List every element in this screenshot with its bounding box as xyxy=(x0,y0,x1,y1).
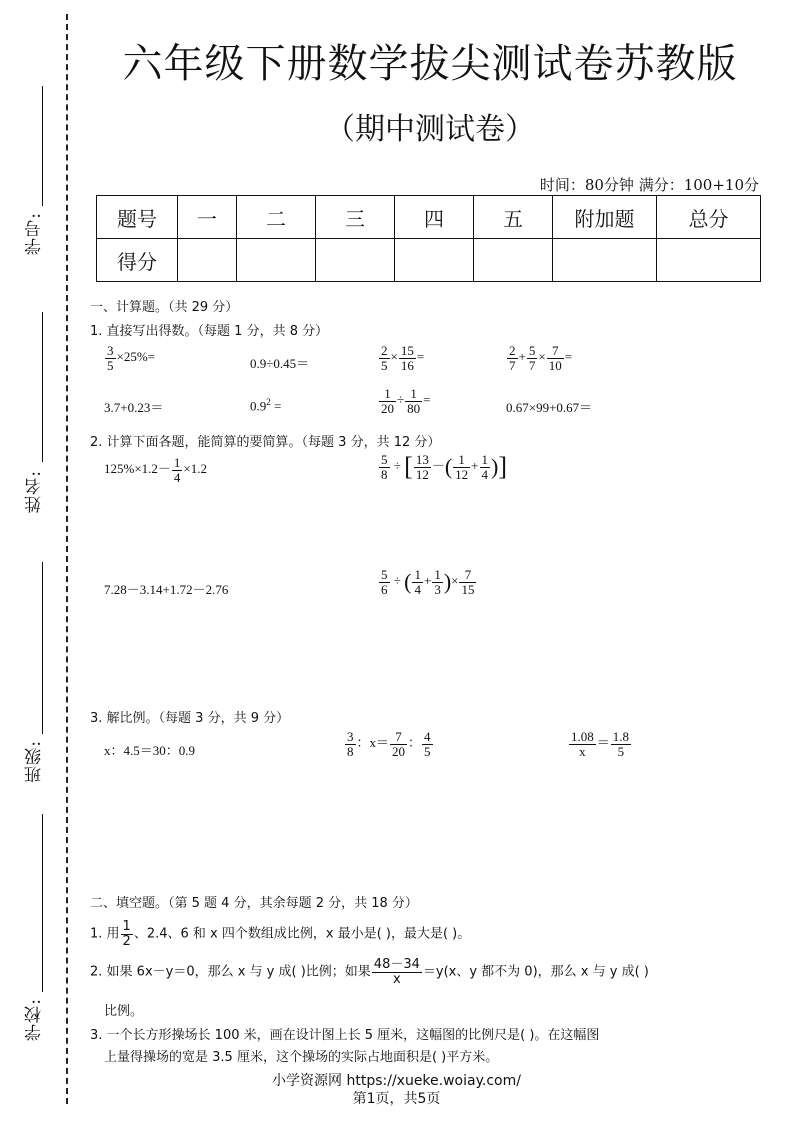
operator: ＝ xyxy=(596,735,610,751)
fill-q2 xyxy=(90,958,649,986)
section2-heading: 二、填空题。（第 5 题 4 分，其余每题 2 分，共 18 分） xyxy=(90,896,418,911)
question-text: 1. 用 xyxy=(90,926,120,942)
numerator: 7 xyxy=(459,568,476,583)
school-rule xyxy=(42,814,43,992)
operator: + xyxy=(471,457,479,473)
class-rule xyxy=(42,562,43,734)
q2-item-4 xyxy=(378,568,477,596)
fraction xyxy=(379,568,390,596)
page-title: 六年级下册数学拔尖测试卷苏教版 xyxy=(122,41,738,87)
score-table xyxy=(96,195,761,282)
denominator: 7 xyxy=(509,357,516,373)
operator: × xyxy=(451,573,459,589)
q1-item-3 xyxy=(378,344,424,372)
numerator: 1 xyxy=(405,387,422,402)
denominator: 20 xyxy=(381,400,394,416)
score-header-cell: 题号 xyxy=(97,196,178,239)
expr-text: 0.9 xyxy=(250,398,267,414)
fraction xyxy=(569,730,596,758)
expr-text: ×25%= xyxy=(116,349,155,365)
score-header-cell: 附加题 xyxy=(553,196,657,239)
name-rule xyxy=(42,312,43,462)
operator: ÷ xyxy=(397,392,405,408)
denominator: 12 xyxy=(455,466,469,482)
score-header-cell: 二 xyxy=(237,196,316,239)
score-header-cell: 总分 xyxy=(657,196,761,239)
operator: = xyxy=(270,398,282,414)
fraction xyxy=(172,456,183,484)
question-text: 2. 如果 6x－y＝0，那么 x 与 y 成( )比例；如果 xyxy=(90,964,371,980)
name-label: 姓名: xyxy=(25,470,45,513)
operator: × xyxy=(538,349,546,365)
fraction xyxy=(379,387,396,415)
denominator: 8 xyxy=(381,466,388,482)
fraction xyxy=(390,730,407,758)
numerator: 7 xyxy=(390,730,407,745)
q2-item-3: 7.28－3.14+1.72－2.76 xyxy=(104,582,229,597)
numerator: 1 xyxy=(122,919,131,934)
fraction xyxy=(422,730,433,758)
fraction xyxy=(414,453,431,481)
numerator: 15 xyxy=(400,343,414,358)
expr-text: ：x＝ xyxy=(356,735,390,751)
operator: × xyxy=(390,349,398,365)
numerator: 5 xyxy=(381,451,388,467)
score-table-score-row xyxy=(97,239,761,282)
q1-item-4 xyxy=(506,344,572,372)
numerator: 1 xyxy=(481,451,488,467)
fraction xyxy=(547,344,564,372)
operator: + xyxy=(518,349,526,365)
numerator: 1 xyxy=(173,455,181,470)
expr-text: ×1.2 xyxy=(183,461,208,477)
denominator: 5 xyxy=(424,743,431,759)
denominator: 10 xyxy=(548,357,562,373)
score-row-label: 得分 xyxy=(97,239,178,282)
numerator: 5 xyxy=(381,567,388,582)
operator: = xyxy=(423,392,431,408)
numerator: 1.08 xyxy=(571,729,594,744)
fraction xyxy=(105,344,116,372)
score-input-cell[interactable] xyxy=(178,239,237,282)
fraction xyxy=(412,568,423,596)
denominator: 15 xyxy=(461,581,475,597)
score-table-header-row xyxy=(97,196,761,239)
page-subtitle: （期中测试卷） xyxy=(325,112,535,147)
parenthesis: ( xyxy=(444,454,453,479)
q1-item-8: 0.67×99+0.67＝ xyxy=(506,400,593,415)
fill-q1 xyxy=(90,920,470,948)
denominator: 4 xyxy=(481,466,488,482)
q3-item-2 xyxy=(344,730,434,758)
score-header-cell: 一 xyxy=(178,196,237,239)
q3-item-3 xyxy=(568,730,632,758)
score-input-cell[interactable] xyxy=(316,239,395,282)
q1-item-2: 0.9÷0.45＝ xyxy=(250,356,310,371)
school-label: 学校: xyxy=(25,998,45,1041)
exponent: 2 xyxy=(266,397,271,407)
denominator: x xyxy=(579,743,586,759)
fraction xyxy=(480,453,491,481)
score-input-cell[interactable] xyxy=(237,239,316,282)
denominator: 20 xyxy=(392,743,406,759)
numerator: 13 xyxy=(415,451,429,467)
fraction xyxy=(507,344,518,372)
fill-q2-cont: 比例。 xyxy=(104,1004,144,1019)
numerator: 4 xyxy=(424,729,431,744)
numerator: 1 xyxy=(453,453,470,468)
score-input-cell[interactable] xyxy=(395,239,474,282)
denominator: 4 xyxy=(173,469,181,485)
fraction xyxy=(399,344,416,372)
denominator: x xyxy=(392,971,401,987)
operator: + xyxy=(423,573,432,589)
score-header-cell: 五 xyxy=(474,196,553,239)
q1-item-7 xyxy=(378,387,430,415)
section1-heading: 一、计算题。（共 29 分） xyxy=(90,300,239,315)
numerator: 1 xyxy=(434,567,441,582)
denominator: 8 xyxy=(347,743,354,759)
footer-site: 小学资源网 https://xueke.woiay.com/ xyxy=(272,1073,521,1089)
q2-label: 2. 计算下面各题，能简算的要简算。（每题 3 分，共 12 分） xyxy=(90,435,441,450)
fraction xyxy=(345,730,356,758)
fraction xyxy=(372,958,422,986)
binding-dashed-line xyxy=(66,14,68,1104)
denominator: 16 xyxy=(400,357,414,373)
numerator: 7 xyxy=(547,344,564,359)
operator: ： xyxy=(408,735,422,751)
q3-item-1: x：4.5＝30：0.9 xyxy=(104,743,196,758)
fraction xyxy=(459,568,476,596)
denominator: 5 xyxy=(107,357,114,373)
numerator: 2 xyxy=(509,343,516,358)
parenthesis: ) xyxy=(443,569,452,595)
numerator: 5 xyxy=(528,343,536,358)
q2-item-1 xyxy=(104,456,207,484)
fraction xyxy=(379,344,390,372)
q2-item-2 xyxy=(378,452,507,482)
score-input-cell[interactable] xyxy=(474,239,553,282)
bracket: ] xyxy=(498,452,507,481)
numerator: 1.8 xyxy=(612,729,630,744)
fraction xyxy=(379,453,390,481)
denominator: 6 xyxy=(381,581,388,597)
denominator: 7 xyxy=(528,357,536,373)
q3-label: 3. 解比例。（每题 3 分，共 9 分） xyxy=(90,711,290,726)
footer-page-number: 第1页，共5页 xyxy=(352,1091,441,1107)
bracket: [ xyxy=(404,452,413,481)
numerator: 2 xyxy=(381,343,388,358)
parenthesis: ( xyxy=(404,569,412,595)
denominator: 5 xyxy=(381,357,388,373)
fraction xyxy=(611,730,631,758)
operator: = xyxy=(564,349,573,365)
time-score-info: 时间：80分钟 满分：100+10分 xyxy=(539,176,759,194)
question-text: ＝y(x、y 都不为 0)，那么 x 与 y 成( ) xyxy=(422,964,649,980)
numerator: 3 xyxy=(347,729,354,744)
denominator: 4 xyxy=(414,581,421,597)
fraction xyxy=(527,344,538,372)
q1-label: 1. 直接写出得数。（每题 1 分，共 8 分） xyxy=(90,324,329,339)
fill-q3-line1: 3. 一个长方形操场长 100 米，画在设计图上长 5 厘米，这幅图的比例尺是( )。在这幅图 xyxy=(90,1028,600,1043)
student-id-rule xyxy=(42,86,43,206)
operator: ÷ xyxy=(390,573,405,589)
q1-item-5: 3.7+0.23＝ xyxy=(104,400,164,415)
score-header-cell: 四 xyxy=(395,196,474,239)
fraction xyxy=(453,453,470,481)
denominator: 3 xyxy=(434,581,441,597)
parenthesis: ) xyxy=(491,454,499,479)
fill-q3-line2: 上量得操场的宽是 3.5 厘米，这个操场的实际占地面积是( )平方米。 xyxy=(104,1050,499,1065)
score-input-cell[interactable] xyxy=(657,239,761,282)
class-label: 班级: xyxy=(25,740,45,783)
fraction xyxy=(121,920,133,948)
q1-item-1 xyxy=(104,344,155,372)
operator: ÷ xyxy=(390,457,405,473)
expr-text: 125%×1.2－ xyxy=(104,461,171,477)
q1-item-6 xyxy=(250,397,281,414)
denominator: 5 xyxy=(617,743,625,759)
numerator: 3 xyxy=(107,343,114,358)
denominator: 2 xyxy=(122,933,131,949)
denominator: 80 xyxy=(407,400,421,416)
fraction xyxy=(432,568,443,596)
student-id-label: 学号: xyxy=(25,212,45,255)
denominator: 12 xyxy=(415,466,429,482)
operator: － xyxy=(431,457,445,473)
score-input-cell[interactable] xyxy=(553,239,657,282)
numerator: 1 xyxy=(414,567,421,582)
fraction xyxy=(405,387,422,415)
question-text: 、2.4、6 和 x 四个数组成比例，x 最小是( )，最大是( )。 xyxy=(133,926,471,942)
operator: = xyxy=(416,349,425,365)
numerator: 48－34 xyxy=(373,957,420,972)
score-header-cell: 三 xyxy=(316,196,395,239)
numerator: 1 xyxy=(379,387,396,402)
